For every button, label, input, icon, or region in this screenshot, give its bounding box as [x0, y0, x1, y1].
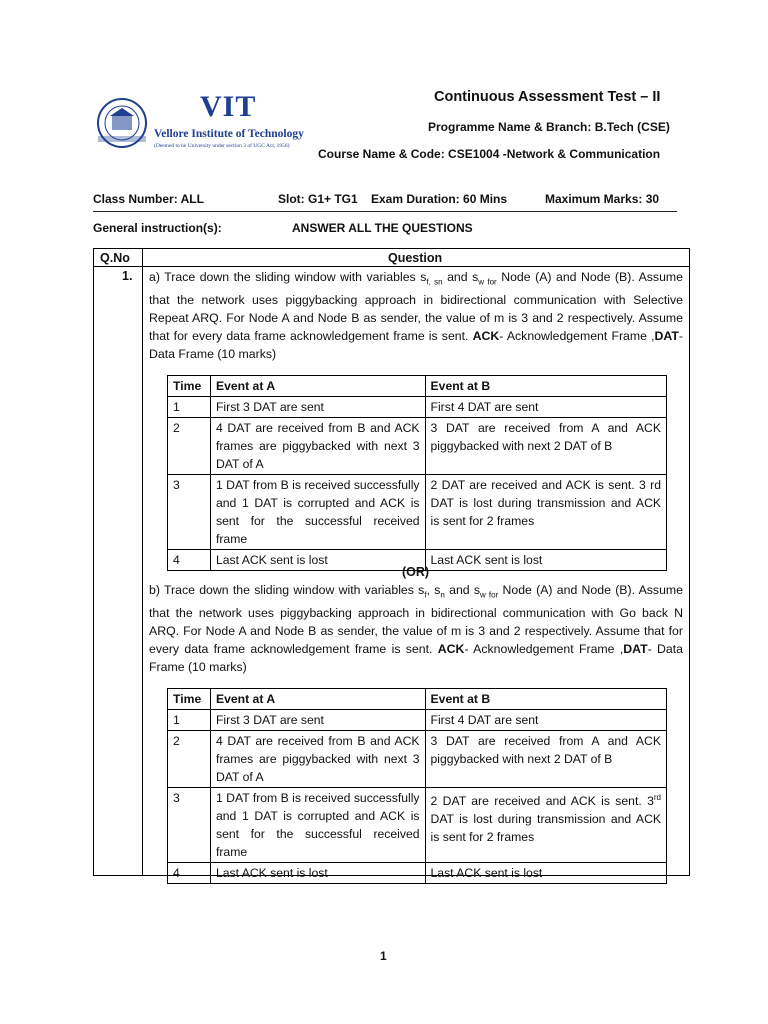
page-number: 1 — [380, 949, 387, 963]
table-row — [168, 376, 667, 397]
question-number: 1. — [122, 269, 133, 283]
table-cell: 4 — [168, 863, 211, 884]
part-a-text: a) Trace down the sliding window with variables $s_{f, sn}$ and $s_{w for}$ Node (A) and Node (B). Assume that the network uses piggybacking approach in bidirectional communication with Selective Repeat ARQ. For Node A and Node B as sender, the value of m is 3 and 2 respectively. Assume that for every data frame acknowledgement frame is sent. ACK- Acknowledgement Frame ,DAT- Data Frame (10 marks) — [149, 270, 683, 362]
table-row — [168, 418, 667, 475]
class-number: Class Number: ALL — [93, 192, 204, 206]
column-divider — [142, 249, 143, 875]
table-row — [168, 475, 667, 550]
table-cell: 1 DAT from B is received successfully and 1 DAT is corrupted and ACK is sent for the successful received frame — [210, 475, 425, 550]
table-cell: First 3 DAT are sent — [210, 397, 425, 418]
divider — [93, 211, 677, 212]
table-cell: First 4 DAT are sent — [425, 397, 666, 418]
table-row — [168, 689, 667, 710]
table-header-cell: Event at B — [425, 689, 666, 710]
table-cell: 4 — [168, 550, 211, 571]
max-marks: Maximum Marks: 30 — [545, 192, 660, 206]
table-cell: Last ACK sent is lost — [210, 863, 425, 884]
exam-title: Continuous Assessment Test – II — [434, 89, 661, 105]
event-table-a — [167, 375, 667, 571]
qno-header: Q.No — [100, 251, 130, 265]
table-row — [168, 731, 667, 788]
table-cell: 4 DAT are received from B and ACK frames are piggybacked with next 3 DAT of A — [210, 418, 425, 475]
programme-line: Programme Name & Branch: B.Tech (CSE) — [428, 120, 670, 134]
general-instructions-label: General instruction(s): — [93, 221, 222, 235]
table-row — [168, 397, 667, 418]
question-header: Question — [388, 251, 443, 265]
table-row — [168, 788, 667, 863]
slot: Slot: G1+ TG1 — [278, 192, 358, 206]
table-header-cell: Event at A — [210, 376, 425, 397]
header-divider — [94, 266, 689, 267]
table-cell: 1 — [168, 710, 211, 731]
table-row — [168, 710, 667, 731]
table-row — [168, 863, 667, 884]
vit-logo — [96, 88, 306, 158]
table-cell: 3 DAT are received from A and ACK piggybacked with next 2 DAT of B — [425, 731, 666, 788]
event-table-b — [167, 688, 667, 884]
logo-text: VIT — [200, 90, 257, 123]
table-cell: 2 DAT are received and ACK is sent. 3rd DAT is lost during transmission and ACK is sent for 2 frames — [425, 788, 666, 863]
exam-duration: Exam Duration: 60 Mins — [371, 192, 508, 206]
table-header-cell: Time — [168, 689, 211, 710]
table-header-cell: Event at A — [210, 689, 425, 710]
part-b-text: b) Trace down the sliding window with variables $s_f$, $s_n$ and $s_{w for}$ Node (A) and Node (B). Assume that the network uses piggybacking approach in bidirectional communication with Go back N ARQ. For Node A and Node B as sender, the value of m is 3 and 2 respectively. Assume that for every data frame acknowledgement frame is sent. ACK- Acknowledgement Frame ,DAT- Data Frame (10 marks) — [149, 583, 684, 675]
table-cell: 2 DAT are received and ACK is sent. 3 rd DAT is lost during transmission and ACK is sent for 2 frames — [425, 475, 666, 550]
table-cell: 3 DAT are received from A and ACK piggybacked with next 2 DAT of B — [425, 418, 666, 475]
table-cell: First 4 DAT are sent — [425, 710, 666, 731]
course-line: Course Name & Code: CSE1004 -Network & Communication — [318, 147, 661, 161]
table-header-cell: Time — [168, 376, 211, 397]
table-cell: 3 — [168, 788, 211, 863]
table-cell: 1 — [168, 397, 211, 418]
table-cell: First 3 DAT are sent — [210, 710, 425, 731]
table-cell: 2 — [168, 731, 211, 788]
table-cell: Last ACK sent is lost — [425, 550, 666, 571]
general-instructions-value: ANSWER ALL THE QUESTIONS — [292, 221, 473, 235]
table-cell: 1 DAT from B is received successfully and 1 DAT is corrupted and ACK is sent for the successful received frame — [210, 788, 425, 863]
table-header-cell: Event at B — [425, 376, 666, 397]
table-cell: 4 DAT are received from B and ACK frames are piggybacked with next 3 DAT of A — [210, 731, 425, 788]
or-label: (OR) — [402, 565, 430, 579]
table-cell: Last ACK sent is lost — [425, 863, 666, 884]
table-cell: Last ACK sent is lost — [210, 550, 425, 571]
logo-subtitle: Vellore Institute of Technology — [154, 128, 304, 140]
table-cell: 2 — [168, 418, 211, 475]
logo-note: (Deemed to be University under section 3 of UGC Act, 1956) — [154, 143, 290, 149]
table-cell: 3 — [168, 475, 211, 550]
